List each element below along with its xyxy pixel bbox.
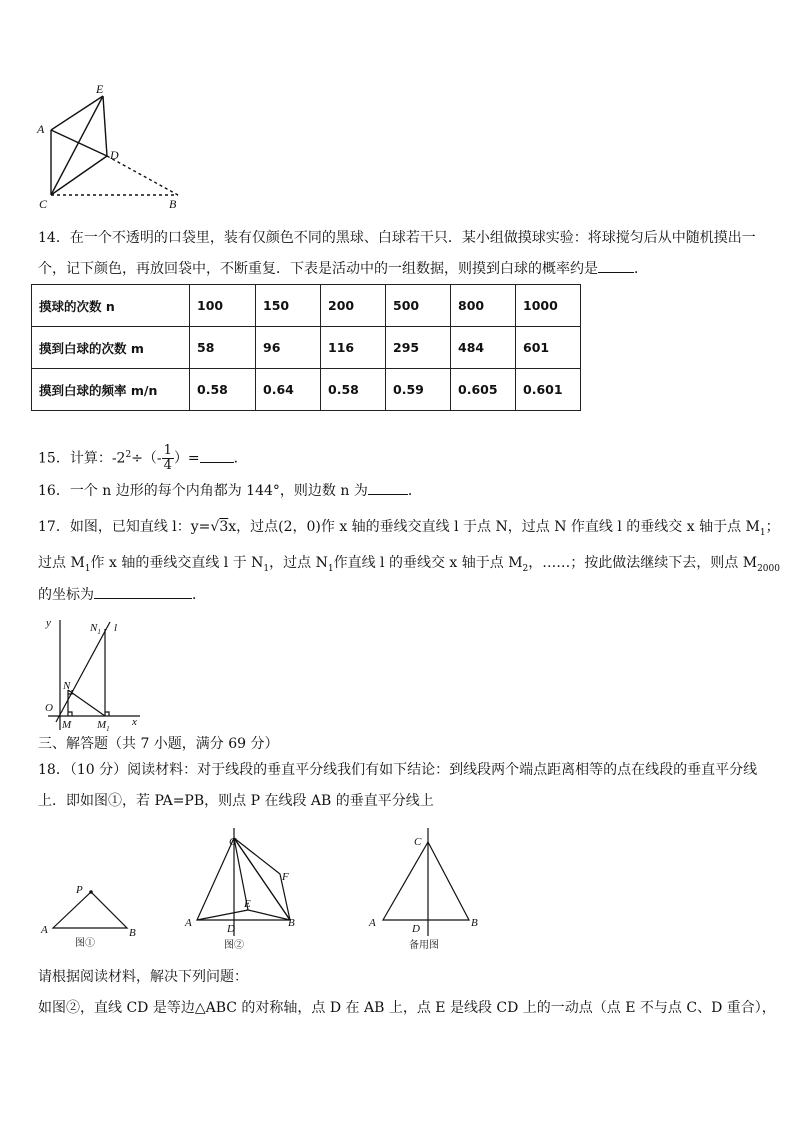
q14-line2-end: ． bbox=[634, 261, 648, 277]
label-E: E bbox=[96, 82, 104, 96]
q17-l1-a: 17．如图，已知直线 l：y= bbox=[38, 519, 211, 535]
table-cell: 500 bbox=[386, 285, 451, 327]
q17-l2-d: 作直线 l 的垂线交 x 轴于点 M bbox=[333, 555, 523, 571]
table-row bbox=[32, 327, 581, 369]
q15-prefix: 15．计算：-2 bbox=[38, 450, 126, 467]
q14-line1: 14．在一个不透明的口袋里，装有仅颜色不同的黑球、白球若干只．某小组做摸球实验：将球搅匀后从中随机摸出一 bbox=[38, 230, 756, 246]
q17-l3-b: ． bbox=[192, 587, 206, 603]
table-cell: 1000 bbox=[516, 285, 581, 327]
q17-l2-b: 作 x 轴的垂线交直线 l 于 N bbox=[90, 555, 264, 571]
table-cell: 0.58 bbox=[190, 369, 256, 411]
q17-line1 bbox=[38, 517, 780, 543]
q15-suffix: ． bbox=[233, 450, 248, 467]
q17-line2 bbox=[38, 553, 780, 579]
q17-l1-b: x，过点(2，0)作 x 轴的垂线交直线 l 于点 N，过点 N 作直线 l 的垂线交 x 轴于点 M bbox=[228, 519, 760, 535]
label-A: A bbox=[41, 924, 48, 936]
q18-prompt: 请根据阅读材料，解决下列问题： bbox=[38, 969, 248, 985]
table-row-label: 摸球的次数 n bbox=[32, 285, 190, 327]
q17-l2-sub1: 1 bbox=[84, 563, 91, 574]
q15-exponent: 2 bbox=[125, 450, 132, 460]
label-E: E bbox=[244, 898, 251, 910]
table-cell: 0.59 bbox=[386, 369, 451, 411]
label-P: P bbox=[76, 884, 83, 896]
label-C: C bbox=[39, 197, 48, 210]
q17-l2-a: 过点 M bbox=[38, 555, 85, 571]
q15-close: ）= bbox=[173, 450, 200, 467]
q15-mid: ÷（- bbox=[131, 450, 162, 467]
label-D: D bbox=[110, 148, 119, 162]
q17-l2-e: ，……；按此做法继续下去，则点 M bbox=[528, 555, 758, 571]
probability-table bbox=[31, 284, 581, 411]
q16-answer-blank[interactable] bbox=[368, 480, 408, 495]
q17-l1-c: ； bbox=[765, 519, 780, 535]
axis-label-x: x bbox=[132, 716, 137, 728]
label-B: B bbox=[288, 917, 295, 929]
q17-l1-sub: 1 bbox=[759, 527, 766, 538]
table-cell: 58 bbox=[190, 327, 256, 369]
q14-line2-text: 个，记下颜色，再放回袋中，不断重复．下表是活动中的一组数据，则摸到白球的概率约是 bbox=[38, 261, 598, 277]
q17-l2-sub3: 1 bbox=[327, 563, 334, 574]
q14-line2 bbox=[38, 258, 648, 279]
table-cell: 96 bbox=[256, 327, 321, 369]
table-row bbox=[32, 285, 581, 327]
q18-line1: 18．（10 分）阅读材料：对于线段的垂直平分线我们有如下结论：到线段两个端点距离相等的点在线段的垂直平分线 bbox=[38, 762, 758, 778]
figure-2-triangle bbox=[180, 826, 305, 954]
q17-l2-sub5: 2000 bbox=[757, 563, 780, 574]
q17-l2-sub4: 2 bbox=[522, 563, 529, 574]
label-D: D bbox=[412, 923, 420, 935]
table-row bbox=[32, 369, 581, 411]
label-M: M bbox=[62, 719, 72, 731]
label-A: A bbox=[185, 917, 192, 929]
label-B: B bbox=[471, 917, 478, 929]
figure-3-caption: 备用图 bbox=[409, 940, 439, 951]
label-N1: $N_1$ bbox=[90, 622, 101, 636]
table-cell: 0.64 bbox=[256, 369, 321, 411]
q18-line2: 上．即如图①，若 PA=PB，则点 P 在线段 AB 的垂直平分线上 bbox=[38, 793, 434, 809]
q16-line bbox=[38, 480, 422, 501]
table-cell: 200 bbox=[321, 285, 386, 327]
label-A: A bbox=[369, 917, 376, 929]
q15-frac-num: 1 bbox=[163, 443, 172, 459]
label-l: l bbox=[114, 622, 118, 634]
table-cell: 800 bbox=[451, 285, 516, 327]
table-cell: 484 bbox=[451, 327, 516, 369]
figure-axes-diagram bbox=[40, 614, 150, 732]
axis-label-y: y bbox=[46, 617, 51, 629]
table-row-label: 摸到白球的频率 m/n bbox=[32, 369, 190, 411]
table-cell: 116 bbox=[321, 327, 386, 369]
q17-l3-a: 的坐标为 bbox=[38, 587, 94, 603]
label-D: D bbox=[227, 923, 235, 935]
q17-l2-c: ，过点 N bbox=[269, 555, 328, 571]
table-cell: 601 bbox=[516, 327, 581, 369]
table-cell: 0.58 bbox=[321, 369, 386, 411]
figure-1-caption: 图① bbox=[75, 938, 95, 949]
q17-l1-sqrt: 3 bbox=[219, 519, 229, 535]
label-C: C bbox=[414, 836, 422, 848]
table-cell: 0.605 bbox=[451, 369, 516, 411]
label-A: A bbox=[37, 122, 45, 136]
label-O: O bbox=[45, 702, 53, 714]
q16-text: 16．一个 n 边形的每个内角都为 144°，则边数 n 为 bbox=[38, 483, 368, 499]
q15-line bbox=[38, 440, 248, 474]
q17-l2-sub2: 1 bbox=[263, 563, 270, 574]
figure-3-triangle bbox=[365, 826, 490, 954]
label-M1: $M_1$ bbox=[97, 719, 110, 732]
sqrt-symbol: √ bbox=[210, 519, 220, 535]
label-B: B bbox=[169, 197, 177, 210]
q17-answer-blank[interactable] bbox=[94, 584, 192, 599]
q17-line3 bbox=[38, 584, 206, 605]
table-cell: 150 bbox=[256, 285, 321, 327]
q18-line3: 如图②，直线 CD 是等边△ABC 的对称轴，点 D 在 AB 上，点 E 是线段 CD 上的一动点（点 E 不与点 C、D 重合）， bbox=[38, 1000, 776, 1016]
section-heading: 三、解答题（共 7 小题，满分 69 分） bbox=[38, 736, 279, 752]
label-N: N bbox=[63, 680, 71, 692]
label-B: B bbox=[129, 927, 136, 939]
q16-suffix: ． bbox=[407, 483, 422, 499]
table-cell: 100 bbox=[190, 285, 256, 327]
q14-answer-blank[interactable] bbox=[598, 258, 634, 273]
figure-2-caption: 图② bbox=[224, 940, 244, 951]
q15-fraction bbox=[162, 444, 174, 473]
figure-rhombus-diagram bbox=[30, 80, 190, 210]
table-cell: 295 bbox=[386, 327, 451, 369]
table-row-label: 摸到白球的次数 m bbox=[32, 327, 190, 369]
label-F: F bbox=[282, 871, 289, 883]
table-cell: 0.601 bbox=[516, 369, 581, 411]
figure-1-triangle bbox=[35, 880, 145, 952]
label-C: C bbox=[229, 836, 237, 848]
q15-answer-blank[interactable] bbox=[200, 448, 234, 463]
q15-frac-den: 4 bbox=[163, 458, 172, 474]
